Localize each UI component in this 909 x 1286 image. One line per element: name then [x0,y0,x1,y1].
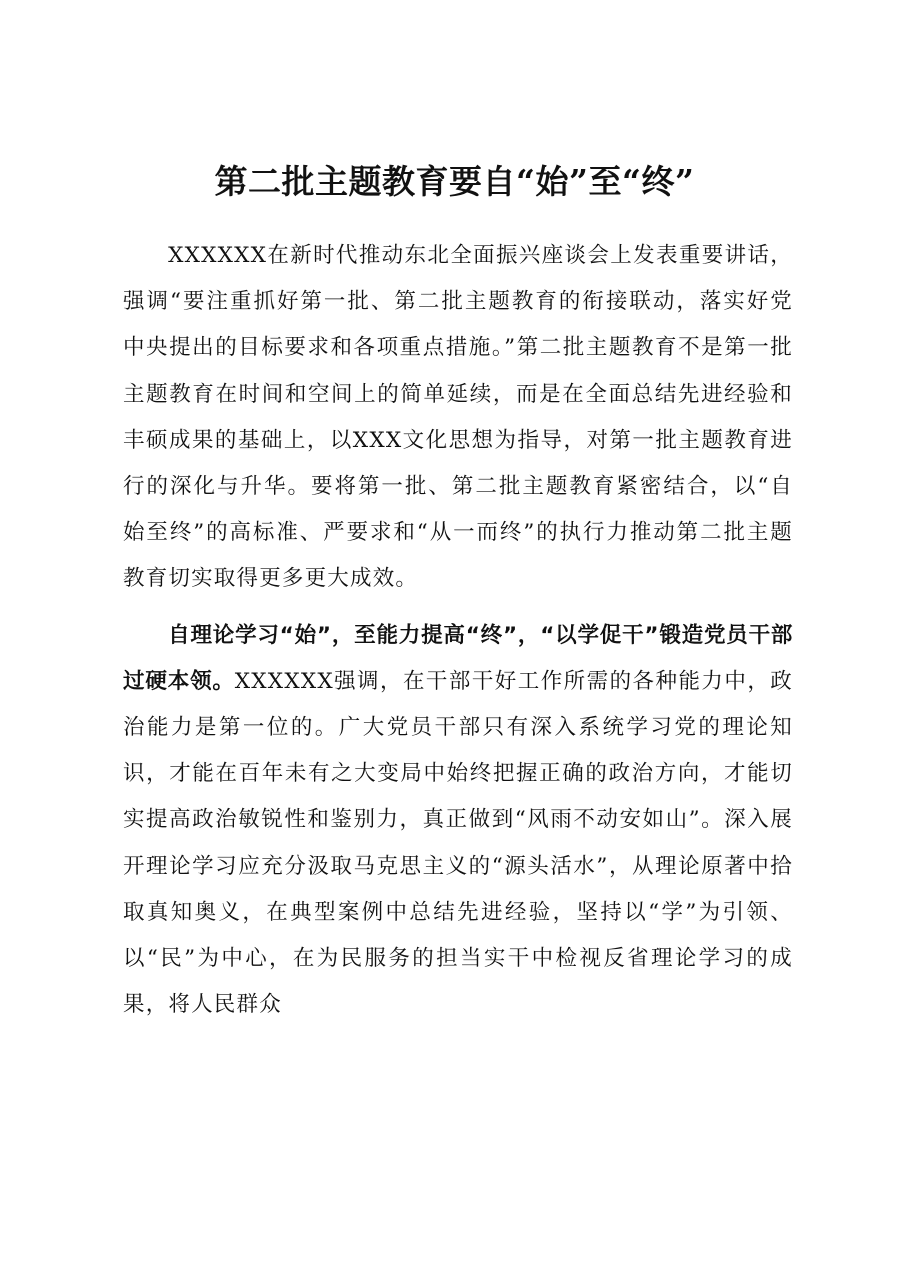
paragraph-2 [123,613,793,1029]
paragraph-1 [123,233,793,603]
paragraph-2-lead: 自理论学习“始”，至能力提高“终”，“以学促干”锻造党员干部过硬本领。 [123,622,793,694]
paragraph-1-text: XXXXXX在新时代推动东北全面振兴座谈会上发表重要讲话，强调“要注重抓好第一批、第二批主题教育的衔接联动，落实好党中央提出的目标要求和各项重点措施。”第二批主题教育不是第一批主题教育在时间和空间上的简单延续，而是在全面总结先进经验和丰硕成果的基础上，以XXX文化思想为指导，对第一批主题教育进行的深化与升华。要将第一批、第二批主题教育紧密结合，以“自始至终”的高标准、严要求和“从一而终”的执行力推动第二批主题教育切实取得更多更大成效。 [123,243,793,592]
paragraph-2-text: XXXXXX强调，在干部干好工作所需的各种能力中，政治能力是第一位的。广大党员干部只有深入系统学习党的理论知识，才能在百年未有之大变局中始终把握正确的政治方向，才能切实提高政治敏锐性和鉴别力，真正做到“风雨不动安如山”。深入展开理论学习应充分汲取马克思主义的“源头活水”，从理论原著中拾取真知奥义，在典型案例中总结先进经验，坚持以“学”为引领、以“民”为中心，在为民服务的担当实干中检视反省理论学习的成果，将人民群众 [123,668,793,1018]
document-body [123,233,793,1038]
document-title: 第二批主题教育要自“始”至“终” [214,162,695,201]
